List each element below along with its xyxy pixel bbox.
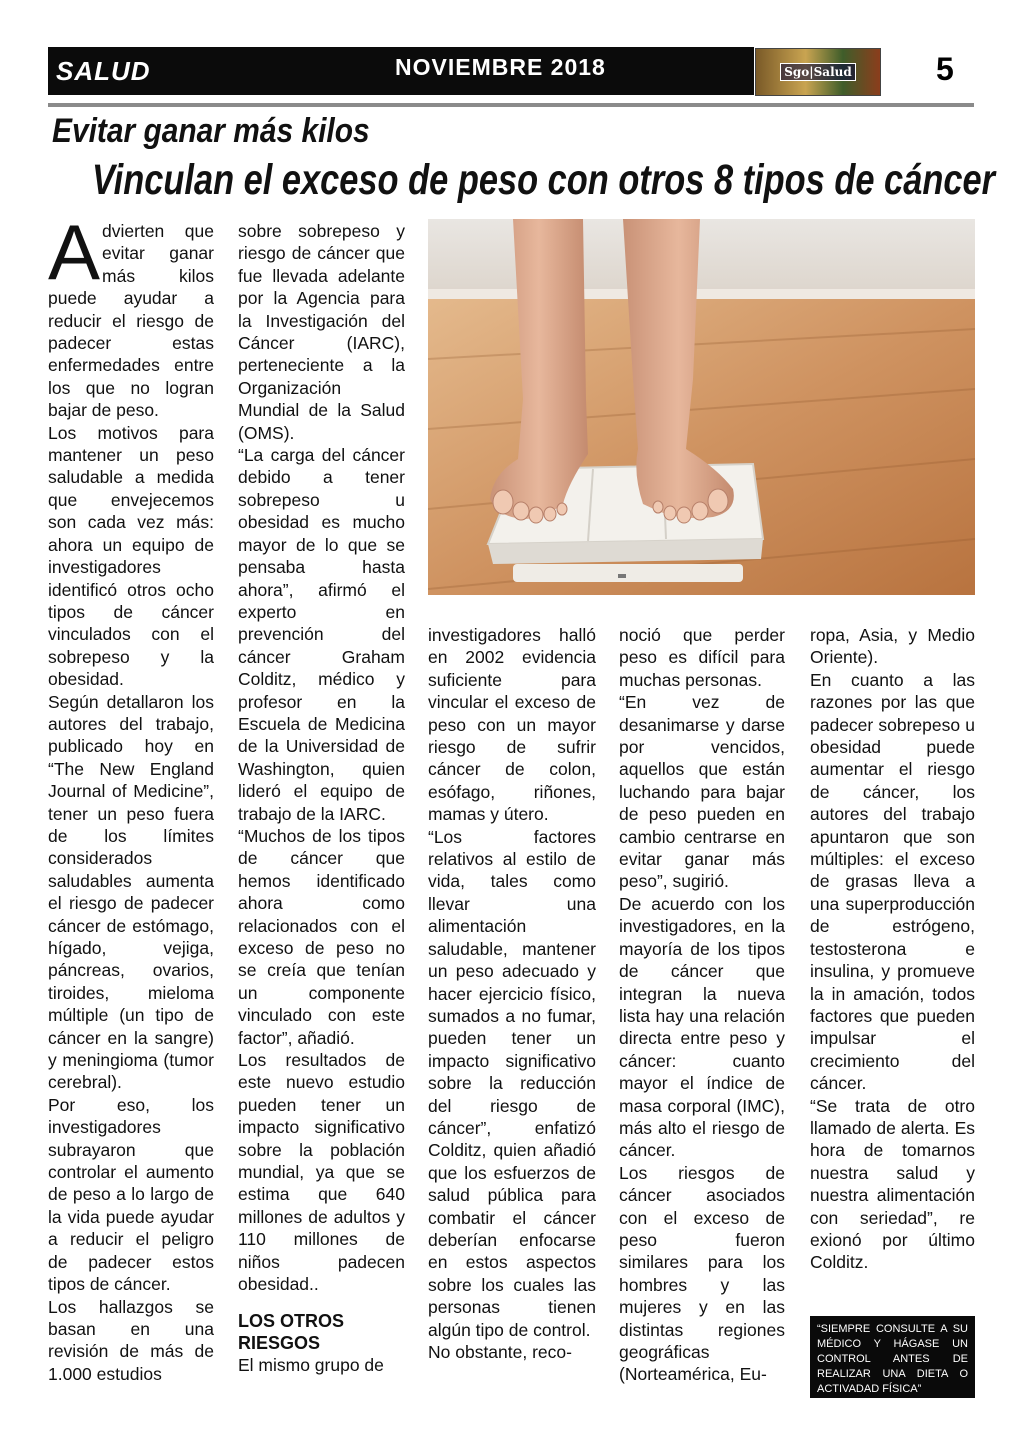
issue-date: NOVIEMBRE 2018: [395, 54, 606, 80]
paragraph: ropa, Asia, y Medio Oriente).: [810, 625, 975, 668]
paragraph: Según detallaron los autores del trabajo, publicado hoy en “The New England Journal of Medicine”, tener un peso fuera de los límites considerados saludables aumenta el riesgo de padecer cáncer de estómago, hígado, vejiga, páncreas, ovarios, tiroides, mieloma múltiple (un tipo de cáncer en la sangre) y meningioma (tumor cerebral).: [48, 691, 214, 1093]
paragraph: No obstante, reco-: [428, 1342, 572, 1362]
article-photo: [428, 219, 975, 595]
text-column-2: [238, 220, 405, 1376]
text-column-1: [48, 208, 214, 1385]
section-title: SALUD: [56, 56, 151, 86]
subheading: LOS OTROS RIESGOS: [238, 1310, 345, 1353]
logo-text: Sgo|Salud: [780, 63, 856, 81]
feet-on-scale-illustration: [428, 219, 975, 595]
paragraph: [48, 208, 214, 422]
header-bar: [48, 47, 754, 95]
paragraph: Los hallazgos se basan en una revisión de más de 1.000 estudios: [48, 1296, 214, 1384]
paragraph-text: dvierten que evitar ganar más kilos puede ayudar a reducir el riesgo de padecer estas enfermedades entre los que no logran bajar de peso.: [48, 221, 214, 421]
paragraph: Los riesgos de cáncer asociados con el exceso de peso fueron similares para los hombres y las mujeres y en las distintas regiones geográficas (Norteamérica, Eu-: [619, 1162, 785, 1385]
publication-logo: [755, 48, 881, 96]
paragraph: El mismo grupo de: [238, 1354, 384, 1375]
article-kicker: Evitar ganar más kilos: [52, 112, 370, 150]
health-notice-box: “SIEMPRE CONSULTE A SU MÉDICO Y HÁGASE UN CONTROL ANTES DE REALIZAR UNA DIETA O ACTIVADAD FÍSICA”: [810, 1316, 975, 1398]
paragraph: Por eso, los investigadores subrayaron que controlar el aumento de peso a lo largo de la vida puede ayudar a reducir el peligro de padecer estos tipos de cáncer.: [48, 1094, 214, 1295]
paragraph: “En vez de desanimarse y darse por vencidos, aquellos que están luchando para bajar de peso pueden en cambio centrarse en evitar ganar más peso”, sugirió.: [619, 692, 785, 892]
page-header: [48, 47, 976, 97]
paragraph: Los resultados de este nuevo estudio pueden tener un impacto significativo sobre la población mundial, ya que se estima que 640 millones de adultos y 110 millones de niños padecen obesidad..: [238, 1050, 405, 1295]
text-column-3: [428, 624, 596, 1363]
paragraph: sobre sobrepeso y riesgo de cáncer que fue llevada adelante por la Agencia para la Investigación del Cáncer (IARC), perteneciente a la Organización Mundial de la Salud (OMS).: [238, 221, 405, 443]
text-column-4: [619, 624, 785, 1386]
page-number: 5: [936, 51, 954, 87]
paragraph: De acuerdo con los investigadores, en la mayoría de los tipos de cáncer que integran la nueva lista hay una relación directa entre peso y cáncer: cuanto mayor el índice de masa corporal (IMC), más alto el riesgo de cáncer.: [619, 893, 785, 1161]
paragraph: En cuanto a las razones por las que padecer sobrepeso u obesidad puede aumentar el riesgo de cáncer, los autores del trabajo apuntaron que son múltiples: el exceso de grasas lleva a una superproducción de estrógeno, testosterona e insulina, y promueve la in amación, todos factores que pueden impulsar el crecimiento del cáncer.: [810, 669, 975, 1094]
text-column-5: [810, 624, 975, 1274]
article-headline: Vinculan el exceso de peso con otros 8 tipos de cáncer: [92, 156, 995, 204]
paragraph: investigadores halló en 2002 evidencia suficiente para vincular el exceso de peso con un mayor riesgo de sufrir cáncer de colon, esófago, riñones, mamas y útero.: [428, 625, 596, 825]
paragraph: noció que perder peso es difícil para muchas personas.: [619, 625, 785, 690]
drop-cap: A: [48, 208, 101, 296]
paragraph: “Muchos de los tipos de cáncer que hemos identificado ahora como relacionados con el exceso de peso no se creía que tenían un componente vinculado con este factor”, añadió.: [238, 825, 405, 1048]
paragraph: “Los factores relativos al estilo de vida, tales como llevar una alimentación saludable, mantener un peso adecuado y hacer ejercicio físico, sumados a no fumar, pueden tener un impacto significativo sobre la reducción del riesgo de cáncer”, enfatizó Colditz, quien añadió que los esfuerzos de salud pública para combatir el cáncer deberían enfocarse en estos aspectos sobre los cuales las personas tienen algún tipo de control.: [428, 826, 596, 1340]
header-rule: [48, 103, 974, 107]
paragraph: Los motivos para mantener un peso saludable a medida que envejecemos son cada vez más: ahora un equipo de investigadores identificó otros ocho tipos de cáncer vinculados con el sobrepeso y la obesidad.: [48, 422, 214, 690]
paragraph: “Se trata de otro llamado de alerta. Es hora de tomarnos nuestra salud y nuestra alimentación con seriedad”, re exionó por último Colditz.: [810, 1095, 975, 1273]
paragraph: “La carga del cáncer debido a tener sobrepeso u obesidad es mucho mayor de lo que se pensaba hasta ahora”, afirmó el experto en prevención del cáncer Graham Colditz, médico y profesor en la Escuela de Medicina de la Universidad de Washington, quien lideró el equipo de trabajo de la IARC.: [238, 445, 405, 824]
